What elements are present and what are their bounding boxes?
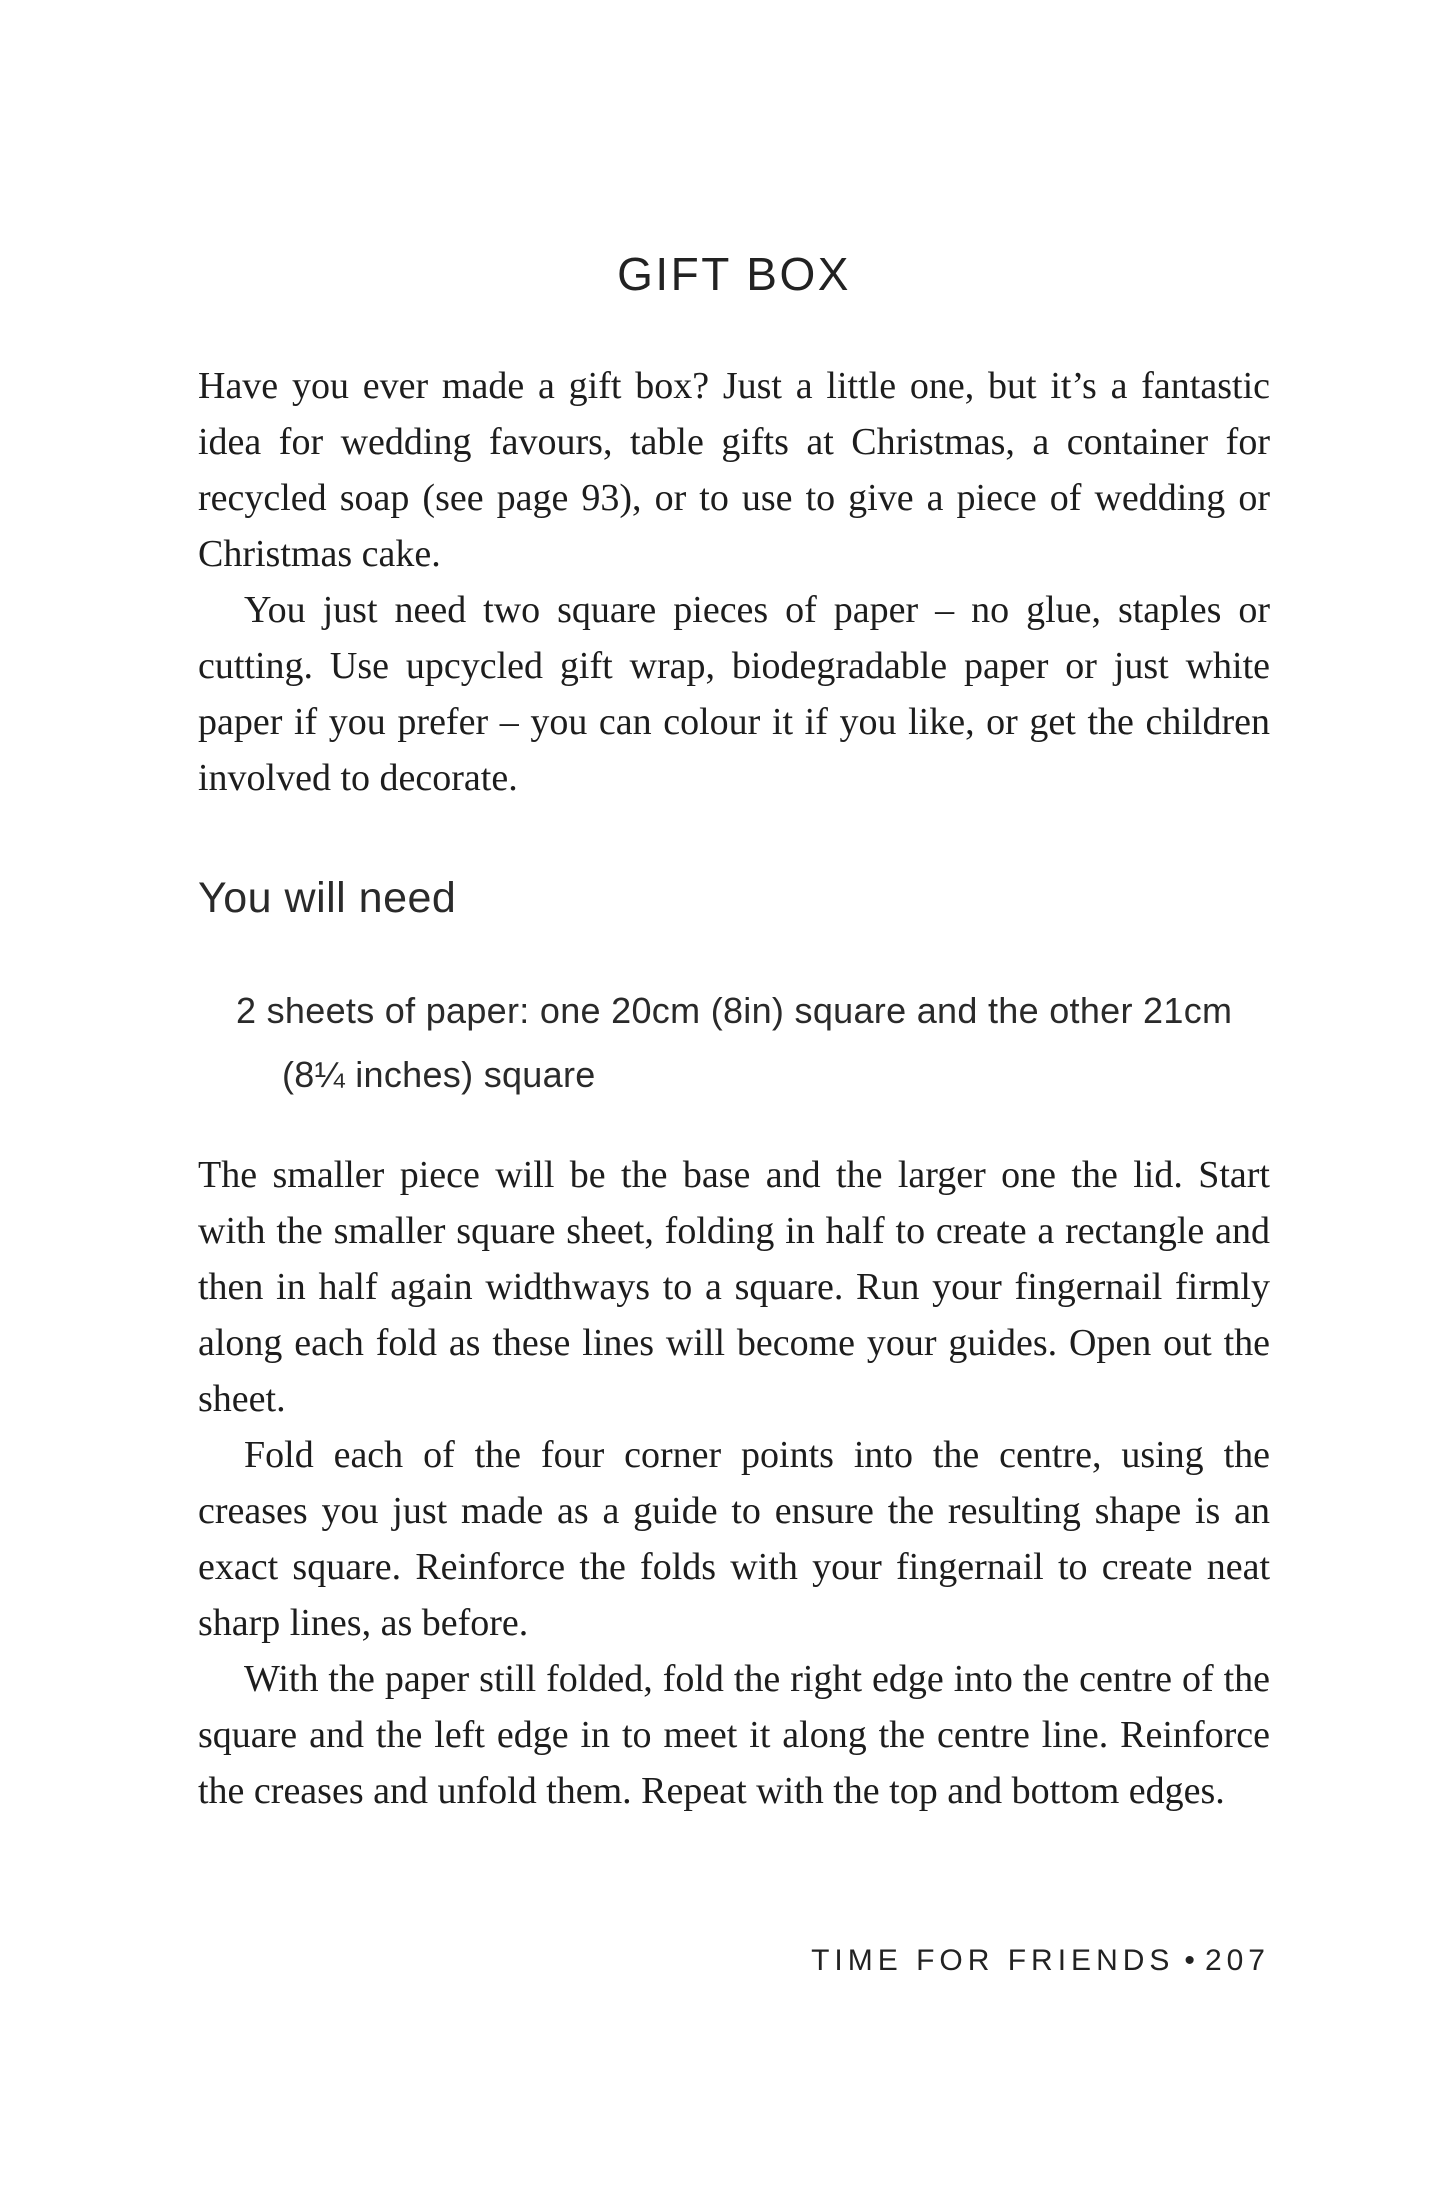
footer-section-title: TIME FOR FRIENDS xyxy=(811,1944,1175,1978)
text-column xyxy=(198,0,1270,1978)
materials-list-item: 2 sheets of paper: one 20cm (8in) square and the other 21cm (8¼ inches) square xyxy=(236,990,1233,1096)
page-title: GIFT BOX xyxy=(617,248,851,300)
intro-paragraph: Have you ever made a gift box? Just a little one, but it’s a fantastic idea for wedding favours, table gifts at Christmas, a container for recycled soap (see page 93), or to use to give a piece of wedding or Christmas cake. xyxy=(198,365,1270,576)
materials-list xyxy=(198,979,1270,1107)
footer-separator-dot: • xyxy=(1184,1944,1195,1978)
intro-section xyxy=(198,358,1270,806)
instruction-paragraph: Fold each of the four corner points into the centre, using the creases you just made as a guide to ensure the resulting shape is an exact square. Reinforce the folds with your fingernail to create neat sharp lines, as before. xyxy=(198,1434,1270,1645)
intro-paragraph: You just need two square pieces of paper – no glue, staples or cutting. Use upcycled gift wrap, biodegradable paper or just white paper if you prefer – you can colour it if you like, or get the children involved to decorate. xyxy=(198,589,1270,800)
materials-heading: You will need xyxy=(198,874,457,923)
instruction-paragraph: The smaller piece will be the base and the larger one the lid. Start with the smaller square sheet, folding in half to create a rectangle and then in half again widthways to a square. Run your fingernail firmly along each fold as these lines will become your guides. Open out the sheet. xyxy=(198,1154,1270,1421)
instruction-paragraph: With the paper still folded, fold the right edge into the centre of the square and the left edge in to meet it along the centre line. Reinforce the creases and unfold them. Repeat with the top and bottom edges. xyxy=(198,1658,1270,1813)
footer-page-number: 207 xyxy=(1204,1944,1270,1978)
running-footer xyxy=(198,1944,1270,1978)
instructions-section xyxy=(198,1147,1270,1819)
